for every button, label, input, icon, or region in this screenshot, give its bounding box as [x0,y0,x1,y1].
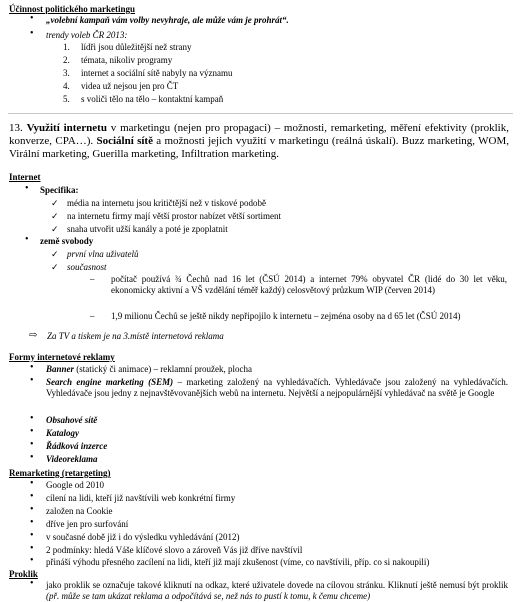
bullet-icon: • [30,426,34,437]
bullet-icon: • [30,491,34,502]
remarketing-item: 2 podmínky: hledá Váše klíčové slovo a zároveň Vás již dříve navštívil [46,545,303,555]
zeme-svobody-label: země svobody [40,236,94,246]
bullet-icon: • [25,183,29,194]
trend-item: videa už nejsou jen pro ČT [81,81,179,91]
bullet-icon: • [30,478,34,489]
banner-term: Banner [46,364,75,374]
dash-icon: – [90,311,95,321]
trend-item: lídři jsou důležitější než strany [81,42,192,52]
section-13-text-continued: a možnosti jejich využití v marketingu (reálná úskalí). Buzz marketing, WOM, Virální marketing, Guerilla marketing, Infiltration marketing. [9,135,509,160]
check-item: první vlna uživatelů [67,249,139,259]
remarketing-item: přináší výhodu přesného zacílení na lidi, kteří již mají zkušenost (víme, co navštívili, příp. co si nakoupili) [46,557,430,567]
check-icon: ✓ [51,211,59,221]
section-title-political-marketing: Účinnost politického marketingu [9,4,136,14]
bullet-icon: • [30,555,34,566]
tv-print-note: Za TV a tiskem je na 3.místě internetová reklama [47,331,224,341]
bullet-icon: • [25,234,29,245]
trend-number: 5. [63,94,70,104]
remarketing-item: založen na Cookie [46,506,113,516]
bullet-icon: • [30,578,34,589]
bullet-icon: • [30,13,34,24]
dash-icon: – [90,274,95,284]
section-title-internet: Internet [9,172,41,182]
trend-item: témata, nikoliv programy [81,55,173,65]
section-title-proklik: Proklik [9,569,38,579]
bullet-icon: • [30,362,34,373]
proklik-example: (př. může se tam ukázat reklama a odpočítává se, než nás to pustí k tomu, k čemu chceme) [46,591,371,601]
banner-item [46,364,252,375]
bullet-icon: • [30,452,34,463]
internet-usage-stat: počítač používá ¾ Čechů nad 16 let (ČSÚ 2014) a internet 79% obyvatel ČR (lidé do 30 let věku, ekonomicky aktivní a VŠ vzdělání téměř každý) celosvětový průzkum WIP (červen 2014) [111,274,507,295]
check-icon: ✓ [51,249,59,259]
trend-number: 2. [63,55,70,65]
bullet-icon: • [30,28,34,39]
bullet-icon: • [30,375,34,386]
trend-item: s voliči tělo na tělo – kontaktní kampaň [81,94,224,104]
proklik-definition: jako proklik se označuje takové kliknutí na odkaz, které uživatele dovede na cílovou stránku. Kliknutí ještě nemusí být proklik [46,580,508,590]
sem-desc: – marketing založený na vyhledávačích. Vyhledávače jsou založený na vyhledávačích. Vyhledávače jsou jedny z nejnavštěvovanějších webů na internetu. Největší a nejpopulárnější vyhledávač na světě je Google [46,377,509,398]
check-icon: ✓ [51,224,59,234]
remarketing-item: Google od 2010 [46,480,104,490]
bullet-icon: • [30,413,34,424]
trend-number: 4. [63,81,70,91]
bullet-icon: • [30,439,34,450]
remarketing-item: dříve jen pro surfování [46,519,129,529]
internet-nonuser-stat: 1,9 milionu Čechů se ještě nikdy nepřipojilo k internetu – zejména osoby na d 65 let (ČSÚ 2014) [111,311,461,321]
bullet-icon: • [30,504,34,515]
sem-term: Search engine marketing (SEM) [46,377,174,387]
check-item: současnost [67,262,107,272]
section-13-paragraph [9,122,509,161]
check-icon: ✓ [51,198,59,208]
section-13-title: Využití internetu [26,122,107,134]
ad-form-item: Obsahové sítě [46,415,98,425]
check-item: na internetu firmy mají větší prostor nabízet větší sortiment [67,211,281,221]
banner-desc: (statický či animace) – reklamní proužek, plocha [74,364,252,374]
arrow-icon: ⇨ [29,330,38,341]
section-title-ad-forms: Formy internetové reklamy [9,352,115,362]
section-13-text: v marketingu (nejen pro propagaci) – možnosti, remarketing, měření efektivity (proklik, konverze, CPA…). [9,122,509,147]
quote-text: „volební kampaň vám volby nevyhraje, ale může vám je prohrát“. [46,15,289,25]
section-title-remarketing: Remarketing (retargeting) [9,468,111,478]
sem-item [46,377,508,399]
ad-form-item: Videoreklama [46,454,98,464]
ad-form-item: Řádková inzerce [46,441,108,451]
proklik-text [46,580,508,602]
trend-item: internet a sociální sítě nabyly na významu [81,68,233,78]
trends-label: trendy voleb ČR 2013: [46,30,128,40]
check-icon: ✓ [51,262,59,272]
bullet-icon: • [30,517,34,528]
specifika-label: Specifika: [40,185,79,195]
social-networks-term: Sociální sítě [96,135,153,147]
trend-number: 3. [63,68,70,78]
ad-form-item: Katalogy [46,428,79,438]
check-item: média na internetu jsou kritičtější než v tiskové podobě [67,198,266,208]
remarketing-item: cílení na lidi, kteří již navštívili web konkrétní firmy [46,493,236,503]
check-item: snaha utvořit užší kanály a poté je zpoplatnit [67,224,228,234]
trend-number: 1. [63,42,70,52]
section-number: 13. [9,122,23,134]
bullet-icon: • [30,543,34,554]
page-divider [8,113,513,114]
bullet-icon: • [30,530,34,541]
remarketing-item: v současné době již i do výsledku vyhledávání (2012) [46,532,240,542]
